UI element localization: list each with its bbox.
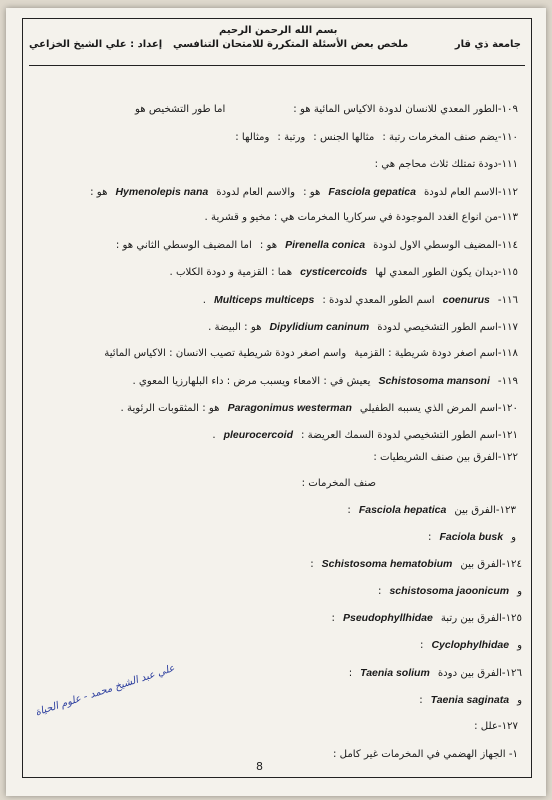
- question-line: [373, 452, 518, 463]
- latin-term: Fasciola hepatica: [358, 504, 447, 516]
- question-number: ١١٦: [501, 295, 518, 306]
- question-text: -: [497, 295, 502, 306]
- question-text: ١- الجهاز الهضمي في المخرمات غير كامل :: [332, 749, 518, 760]
- latin-term: Faciola busk: [439, 531, 504, 543]
- question-line: [235, 132, 518, 143]
- document-title: ملخص بعض الأسئلة المتكررة للامتحان التنافسي: [173, 39, 409, 50]
- latin-term: Taenia solium: [360, 667, 430, 679]
- question-text: و: [517, 640, 522, 651]
- question-text: -علل :: [474, 721, 502, 732]
- question-line: [349, 667, 522, 679]
- question-text: -دودة تمتلك ثلاث محاجم هي :: [374, 159, 502, 170]
- question-text: -الفرق بين: [460, 559, 506, 570]
- question-line: [474, 721, 518, 732]
- question-number: ١٢٦: [505, 668, 522, 679]
- question-number: ١٢٤: [505, 559, 522, 570]
- question-text: -المضيف الوسطي الاول لدودة: [373, 240, 502, 251]
- question-line: [212, 429, 518, 441]
- question-text: :: [347, 505, 351, 516]
- question-number: ١٢٠: [501, 403, 518, 414]
- question-line: [302, 478, 376, 489]
- question-text: هو : المثقوبات الرئوية .: [120, 403, 220, 414]
- question-text: :: [420, 640, 424, 651]
- question-text: :: [419, 695, 423, 706]
- university-name: جامعة ذي قار: [454, 39, 521, 50]
- question-number: ١١٨: [501, 348, 518, 359]
- question-text: والاسم العام لدودة: [216, 187, 296, 198]
- latin-term: Paragonimus westerman: [227, 402, 352, 414]
- question-text: -اسم الطور التشخيصي لدودة: [377, 322, 502, 333]
- latin-term: Hymenolepis nana: [115, 186, 209, 198]
- question-number: ١٢٣: [499, 505, 516, 516]
- question-text: واسم اصغر دودة شريطية تصيب الانسان : الاكياس المائية: [104, 348, 347, 359]
- document-page: [6, 8, 546, 796]
- question-number: ١١١: [501, 159, 518, 170]
- latin-term: Multiceps multiceps: [213, 294, 315, 306]
- question-text: :: [331, 613, 335, 624]
- question-text: -الفرق بين: [454, 505, 500, 516]
- question-text: هو :: [90, 187, 108, 198]
- latin-term: Pseudophyllhidae: [342, 612, 433, 624]
- latin-term: coenurus: [442, 294, 490, 306]
- question-line: [104, 348, 518, 359]
- question-line: [208, 321, 518, 333]
- question-line: [428, 531, 516, 543]
- question-number: ١٢١: [501, 430, 518, 441]
- basmala: بسم الله الرحمن الرحيم: [219, 25, 338, 36]
- question-number: ١١٣: [501, 212, 518, 223]
- question-line: [419, 694, 522, 706]
- question-line: [132, 375, 518, 387]
- question-text: -من انواع الغدد الموجودة في سركاريا المخرمات هي : مخيو و قشرية .: [204, 212, 502, 223]
- latin-term: Dipylidium caninum: [269, 321, 370, 333]
- question-text: -اسم المرض الذي يسببه الطفيلي: [359, 403, 502, 414]
- question-line: [135, 104, 518, 115]
- author-credit: إعداد : علي الشيخ الخزاعي: [29, 39, 163, 50]
- question-line: [332, 612, 522, 624]
- question-text: ومثالها :: [235, 132, 270, 143]
- question-number: ١١٤: [501, 240, 518, 251]
- question-number: ١٠٩: [501, 104, 518, 115]
- question-text: -ديدان يكون الطور المعدي لها: [375, 267, 502, 278]
- question-number: ١١٠: [501, 132, 518, 143]
- question-text: -يضم صنف المخرمات رتبة :: [382, 132, 502, 143]
- latin-term: pleurocercoid: [223, 429, 293, 441]
- question-line: [347, 504, 516, 516]
- question-number: ١١٩: [501, 376, 518, 387]
- question-number: ١١٢: [501, 187, 518, 198]
- question-text: مثالها الجنس :: [313, 132, 375, 143]
- question-text: هو : البيضة .: [208, 322, 262, 333]
- latin-term: Fasciola gepatica: [328, 186, 416, 198]
- question-line: [310, 558, 522, 570]
- question-text: :: [378, 586, 382, 597]
- latin-term: Schistosoma mansoni: [378, 375, 490, 387]
- question-line: [121, 402, 519, 414]
- question-number: ١٢٥: [505, 613, 522, 624]
- question-number: ١٢٢: [501, 452, 518, 463]
- question-text: -اسم الطور التشخيصي لدودة السمك العريضة :: [301, 430, 502, 441]
- question-line: [420, 639, 522, 651]
- question-text: :: [310, 559, 314, 570]
- question-text: و: [511, 532, 516, 543]
- question-line: [90, 186, 518, 198]
- question-line: [333, 749, 518, 760]
- question-text: -: [497, 376, 502, 387]
- question-line: [375, 159, 518, 170]
- question-text: -الفرق بين صنف الشريطيات :: [373, 452, 502, 463]
- question-text: اما المضيف الوسطي الثاني هو :: [115, 240, 252, 251]
- question-number: ١٢٧: [501, 721, 518, 732]
- question-text: .: [212, 430, 216, 441]
- question-line: [203, 294, 518, 306]
- question-text: .: [202, 295, 206, 306]
- question-text: صنف المخرمات :: [301, 478, 376, 489]
- question-line: [378, 585, 522, 597]
- question-text: -الاسم العام لدودة: [423, 187, 502, 198]
- latin-term: cysticercoids: [300, 266, 368, 278]
- question-text: اما طور التشخيص هو: [135, 104, 226, 115]
- latin-term: Pirenella conica: [285, 239, 366, 251]
- handwritten-signature: علي عبد الشيخ محمد - علوم الحياة: [34, 662, 177, 719]
- question-text: و: [517, 586, 522, 597]
- latin-term: Taenia saginata: [430, 694, 510, 706]
- page-number: 8: [256, 760, 263, 773]
- question-text: يعيش في : الامعاء ويسبب مرض : داء البلهارزيا المعوي .: [132, 376, 371, 387]
- question-text: هما : القزمية و دودة الكلاب .: [169, 267, 293, 278]
- question-line: [205, 212, 518, 223]
- question-text: -الفرق بين دودة: [437, 668, 506, 679]
- question-text: و: [517, 695, 522, 706]
- question-line: [116, 239, 518, 251]
- question-text: -الفرق بين رتبة: [440, 613, 506, 624]
- latin-term: Schistosoma hematobium: [321, 558, 453, 570]
- question-text: هو :: [303, 187, 321, 198]
- question-text: هو :: [259, 240, 278, 251]
- header-divider: [29, 65, 525, 66]
- latin-term: Cyclophylhidae: [431, 639, 510, 651]
- question-number: ١١٧: [501, 322, 518, 333]
- question-text: :: [348, 668, 353, 679]
- question-line: [169, 266, 518, 278]
- question-number: ١١٥: [501, 267, 518, 278]
- question-text: -الطور المعدي للانسان لدودة الاكياس المائية هو :: [293, 104, 502, 115]
- question-text: :: [428, 532, 432, 543]
- question-text: اسم الطور المعدي لدودة :: [322, 295, 435, 306]
- latin-term: schistosoma jaoonicum: [389, 585, 510, 597]
- question-text: -اسم اصغر دودة شريطية : القزمية: [354, 348, 502, 359]
- question-text: ورتبة :: [277, 132, 306, 143]
